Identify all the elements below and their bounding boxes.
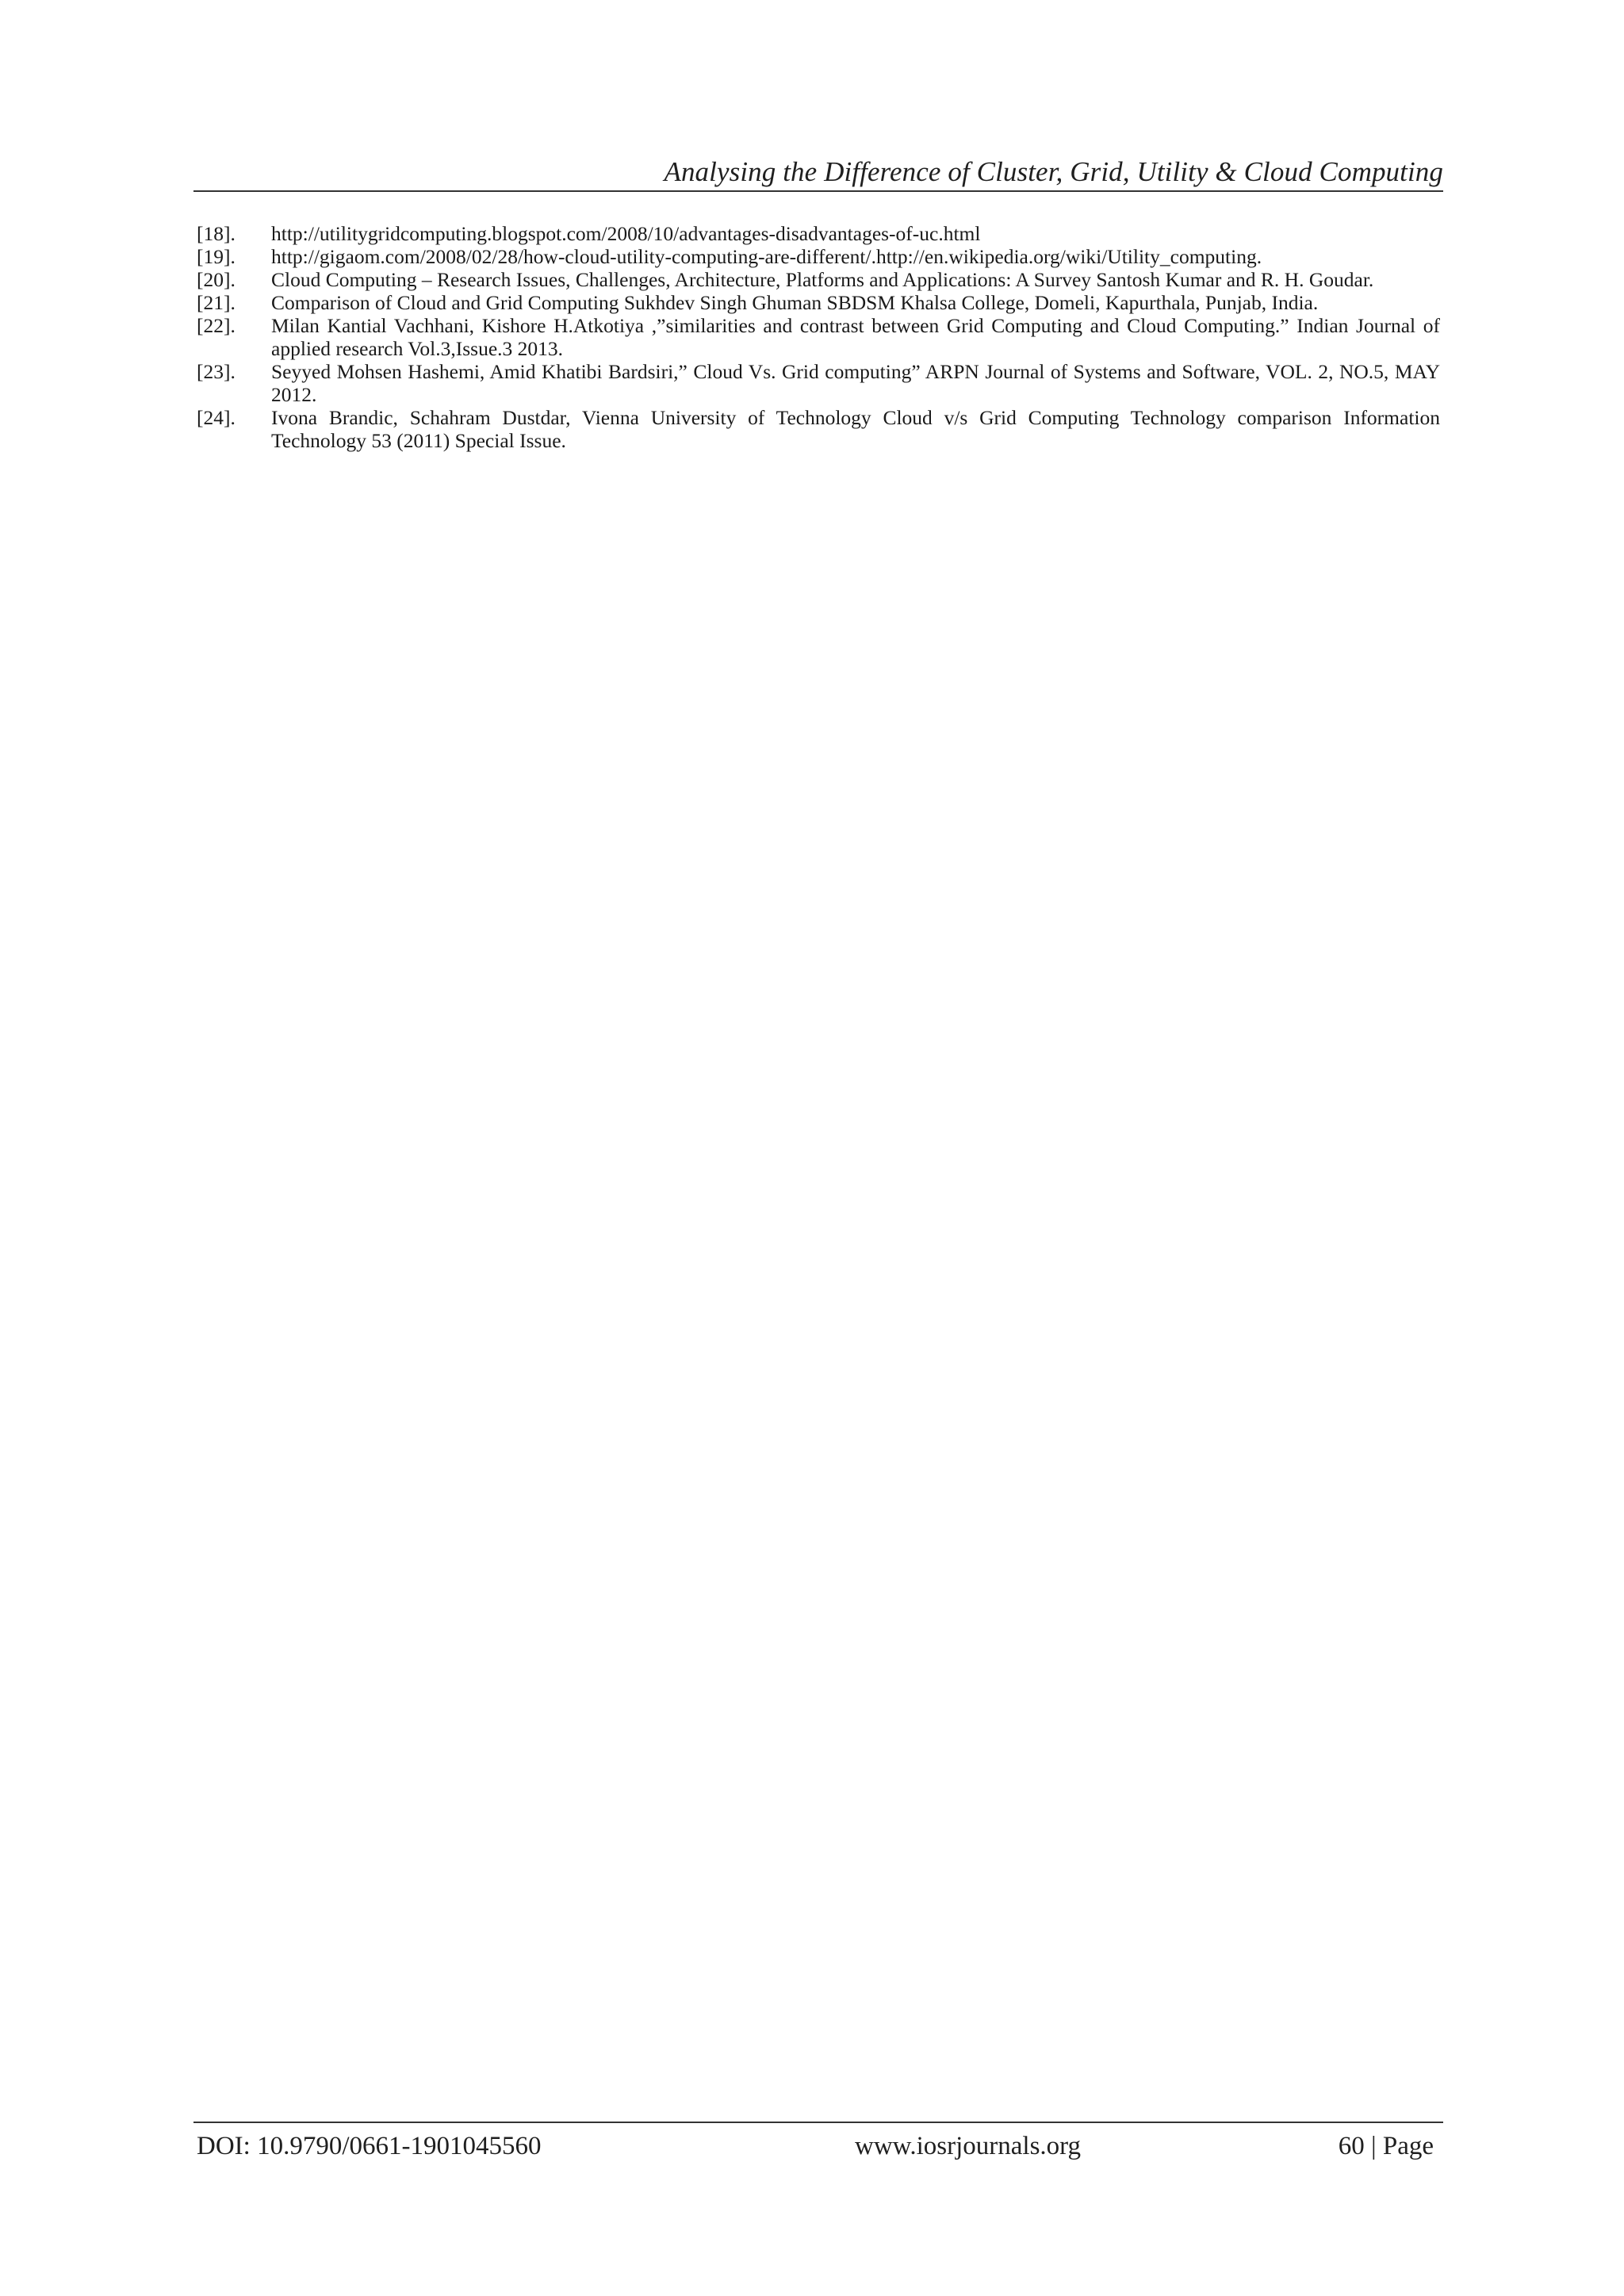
reference-item xyxy=(197,222,1440,245)
reference-item xyxy=(197,406,1440,452)
reference-text: http://utilitygridcomputing.blogspot.com/2008/10/advantages-disadvantages-of-uc.html xyxy=(271,222,981,245)
reference-text: Cloud Computing – Research Issues, Challenges, Architecture, Platforms and Applications: A Survey Santosh Kumar and R. H. Goudar. xyxy=(271,268,1374,291)
footer-divider xyxy=(193,2122,1443,2123)
page-footer xyxy=(197,2129,1440,2164)
reference-item xyxy=(197,268,1440,291)
footer-doi: DOI: 10.9790/0661-1901045560 xyxy=(197,2132,542,2160)
reference-text: Seyyed Mohsen Hashemi, Amid Khatibi Bardsiri,” Cloud Vs. Grid computing” ARPN Journal of Systems and Software, VOL. 2, NO.5, MAY 2012. xyxy=(271,360,1440,406)
reference-text: Ivona Brandic, Schahram Dustdar, Vienna University of Technology Cloud v/s Grid Computing Technology comparison Information Technology 53 (2011) Special Issue. xyxy=(271,406,1440,452)
reference-number: [21]. xyxy=(197,291,236,314)
reference-item xyxy=(197,360,1440,406)
reference-item xyxy=(197,245,1440,268)
reference-number: [18]. xyxy=(197,222,236,245)
reference-text: Milan Kantial Vachhani, Kishore H.Atkotiya ,”similarities and contrast between Grid Computing and Cloud Computing.” Indian Journal of applied research Vol.3,Issue.3 2013. xyxy=(271,314,1440,360)
footer-page-number: 60 | Page xyxy=(1338,2132,1434,2160)
running-header-title: Analysing the Difference of Cluster, Grid, Utility & Cloud Computing xyxy=(664,156,1443,187)
reference-number: [19]. xyxy=(197,245,236,268)
reference-text: Comparison of Cloud and Grid Computing Sukhdev Singh Ghuman SBDSM Khalsa College, Domeli, Kapurthala, Punjab, India. xyxy=(271,291,1319,314)
reference-number: [20]. xyxy=(197,268,236,291)
footer-website: www.iosrjournals.org xyxy=(855,2132,1082,2160)
reference-list xyxy=(197,222,1440,452)
reference-number: [22]. xyxy=(197,314,236,337)
reference-number: [23]. xyxy=(197,360,236,383)
reference-number: [24]. xyxy=(197,406,236,429)
reference-text: http://gigaom.com/2008/02/28/how-cloud-utility-computing-are-different/.http://en.wikipedia.org/wiki/Utility_computing. xyxy=(271,245,1262,268)
header-divider xyxy=(193,190,1443,192)
reference-item xyxy=(197,291,1440,314)
reference-item xyxy=(197,314,1440,360)
